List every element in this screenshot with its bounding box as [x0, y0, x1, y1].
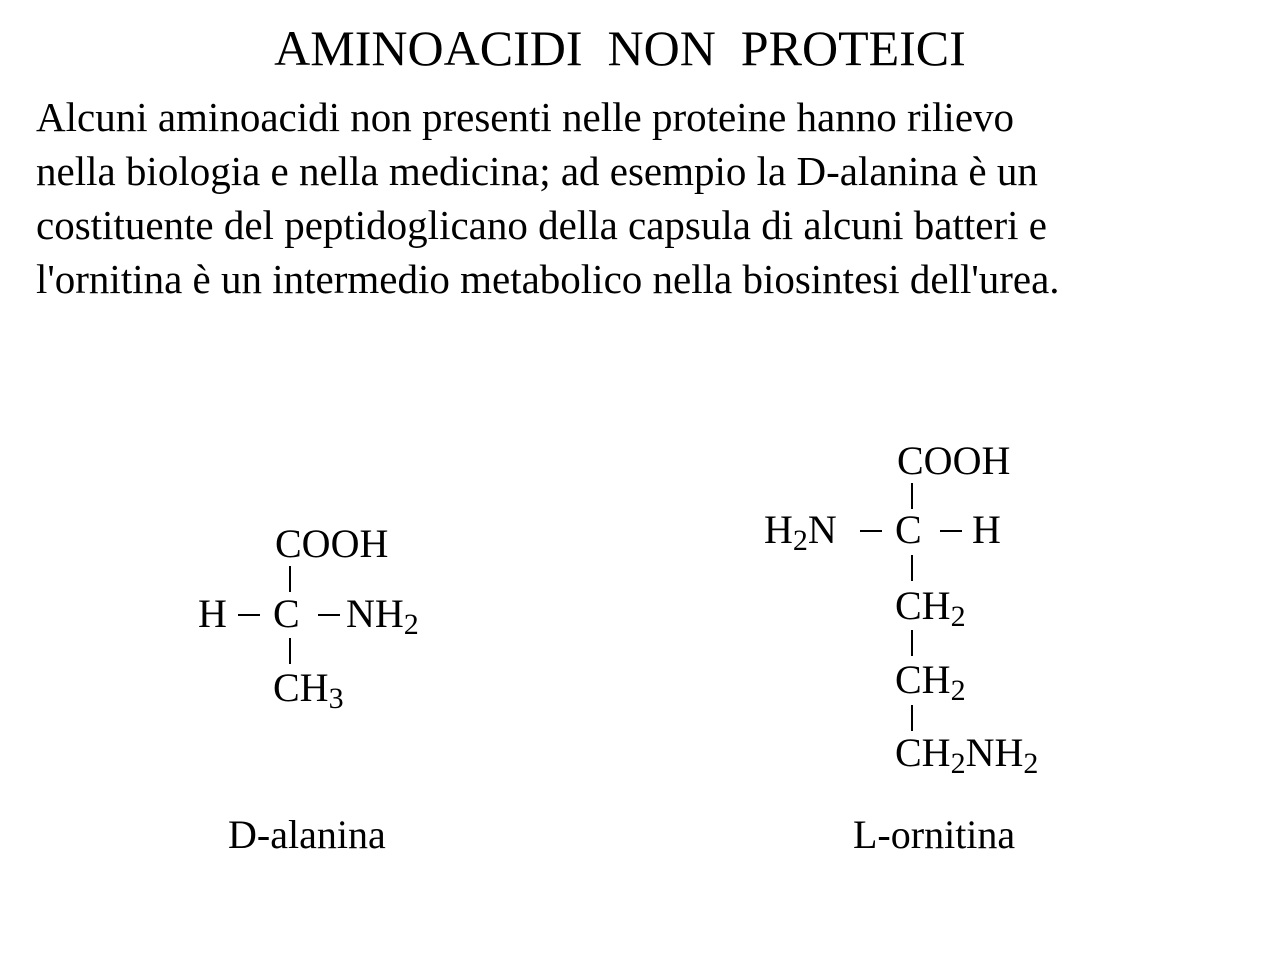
l-ornitina-cooh: COOH [897, 438, 1011, 483]
l-ornitina-bond-chain1 [911, 555, 913, 581]
l-ornitina-caption: L-ornitina [853, 812, 1016, 857]
d-alanina-c: C [273, 591, 300, 636]
l-ornitina-h-sub: 2 [792, 524, 808, 557]
slide-title: AMINOACIDI NON PROTEICI [274, 20, 966, 76]
l-ornitina-ch2-1 [895, 583, 966, 633]
l-ornitina-ch-2-sub: 2 [950, 674, 966, 707]
d-alanina-bond-bottom [289, 638, 291, 664]
d-alanina-bond-left [238, 614, 260, 616]
d-alanina-ch-sub: 3 [328, 682, 344, 715]
d-alanina-ch: CH [273, 665, 329, 710]
l-ornitina-bond-right [940, 530, 962, 532]
d-alanina-cooh: COOH [275, 521, 389, 566]
l-ornitina-bond-left [860, 530, 882, 532]
d-alanina-caption: D-alanina [228, 812, 386, 857]
l-ornitina-ch-3: CH [895, 730, 951, 775]
l-ornitina-nh-sub: 2 [1023, 747, 1039, 780]
d-alanina-ch3 [273, 665, 344, 715]
intro-line: Alcuni aminoacidi non presenti nelle proteine hanno rilievo [36, 94, 1015, 140]
l-ornitina-h: H [764, 507, 793, 552]
l-ornitina-ch-1: CH [895, 583, 951, 628]
d-alanina-nh: NH [346, 591, 404, 636]
l-ornitina-ch-2: CH [895, 657, 951, 702]
d-alanina-bond-right [318, 614, 340, 616]
l-ornitina-ch-1-sub: 2 [950, 600, 966, 633]
l-ornitina-h2n [764, 507, 837, 557]
l-ornitina-bond-top [911, 483, 913, 509]
l-ornitina-nh: NH [965, 730, 1024, 775]
l-ornitina-bond-chain2 [911, 630, 913, 656]
intro-line: nella biologia e nella medicina; ad esempio la D-alanina è un [36, 148, 1038, 194]
d-alanina-nh2 [346, 591, 419, 641]
l-ornitina-bond-chain3 [911, 705, 913, 731]
intro-line: costituente del peptidoglicano della capsula di alcuni batteri e [36, 202, 1047, 248]
intro-line: l'ornitina è un intermedio metabolico nella biosintesi dell'urea. [36, 256, 1060, 302]
d-alanina-nh-sub: 2 [403, 608, 419, 641]
l-ornitina-ch2-2 [895, 657, 966, 707]
d-alanina-bond-top [289, 566, 291, 592]
l-ornitina-n: N [807, 507, 837, 552]
l-ornitina-ch-3-sub: 2 [950, 747, 966, 780]
l-ornitina-ch2nh2 [895, 730, 1039, 780]
intro-paragraph [36, 90, 1266, 306]
l-ornitina-c: C [895, 507, 922, 552]
d-alanina-h: H [198, 591, 227, 636]
l-ornitina-h-right: H [972, 507, 1001, 552]
